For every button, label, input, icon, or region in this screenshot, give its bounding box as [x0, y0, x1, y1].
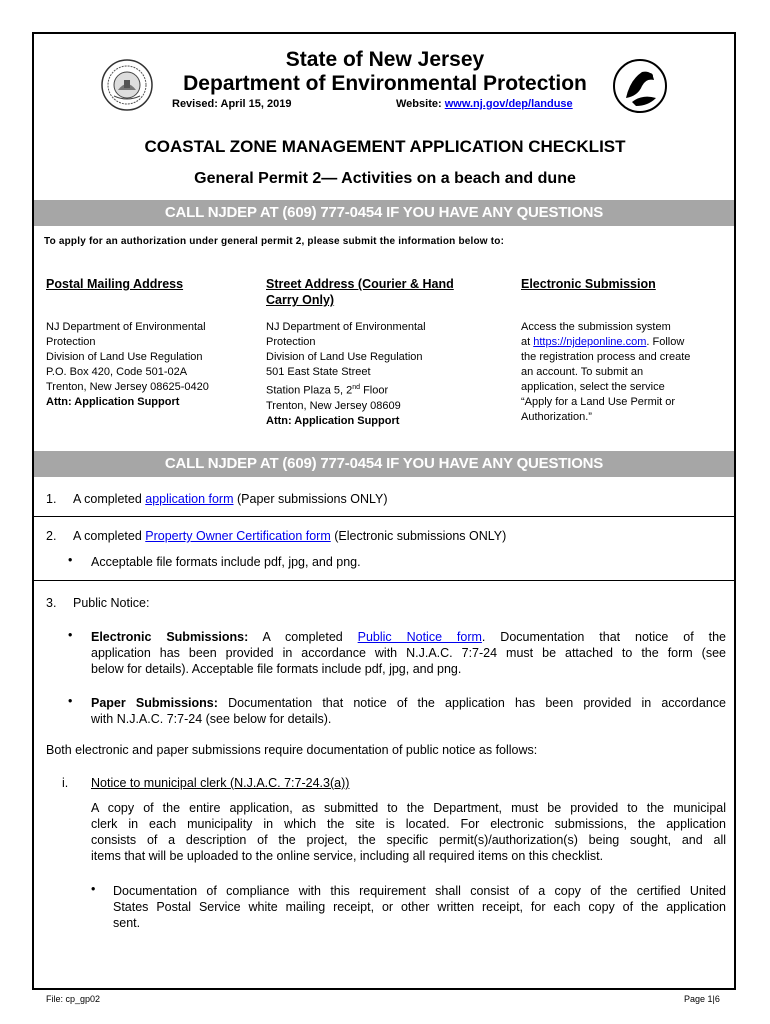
address-line: Protection [46, 336, 96, 348]
electronic-line: “Apply for a Land Use Permit or [521, 396, 676, 408]
address-line: Protection [266, 336, 316, 348]
website-line [396, 98, 573, 110]
public-notice-intro: Both electronic and paper submissions require documentation of public notice as follows: [46, 743, 538, 757]
revised-date: Revised: April 15, 2019 [172, 98, 292, 110]
divider [34, 516, 734, 517]
electronic-submissions-label: Electronic Submissions: [91, 630, 249, 644]
address-line: Division of Land Use Regulation [266, 351, 423, 363]
divider [34, 580, 734, 581]
bullet-icon: • [68, 628, 73, 642]
para-text: A completed [248, 630, 358, 644]
address-line: Trenton, New Jersey 08609 [266, 399, 401, 412]
electronic-line: Authorization.” [521, 411, 592, 423]
questions-banner-bottom: CALL NJDEP AT (609) 777-0454 IF YOU HAVE ANY QUESTIONS [34, 451, 734, 477]
subitem-i-number: i. [62, 776, 69, 790]
para-line: consists of a description of the project, the specific permit(s)/authorization(s) being sought, and all [91, 833, 726, 847]
electronic-line: an account. To submit an [521, 366, 644, 378]
header-department: Department of Environmental Protection [183, 72, 587, 95]
para-line: clerk in each municipality in which the site is located. For electronic submissions, the application [91, 817, 726, 831]
bullet-icon: • [91, 882, 96, 896]
electronic-at: at [521, 336, 534, 348]
questions-banner-top: CALL NJDEP AT (609) 777-0454 IF YOU HAVE ANY QUESTIONS [34, 200, 734, 226]
item-2-text [73, 528, 506, 544]
station-floor: Floor [360, 384, 389, 397]
station-text: Station Plaza 5, 2 [266, 384, 353, 397]
website-link[interactable]: www.nj.gov/dep/landuse [444, 98, 573, 110]
item-2-post: (Electronic submissions ONLY) [330, 529, 507, 543]
para-line: Documentation of compliance with this requirement shall consist of a copy of the certified United [113, 884, 726, 898]
address-attn: Attn: Application Support [46, 396, 180, 408]
address-line-station [266, 380, 426, 399]
bullet-icon: • [68, 694, 73, 708]
street-heading-line2: Carry Only) [266, 293, 335, 307]
item-2-pre: A completed [73, 529, 146, 543]
bullet-icon: • [68, 553, 73, 567]
para-text: . Documentation that notice of the [481, 630, 726, 644]
document-subtitle: General Permit 2— Activities on a beach and dune [194, 170, 576, 187]
application-form-link[interactable]: application form [145, 492, 234, 506]
footer-page: Page 1|6 [684, 994, 720, 1004]
station-sup: nd [352, 384, 361, 391]
municipal-clerk-paragraph [91, 800, 726, 864]
para-line: application has been provided in accordance with N.J.A.C. 7:7-24 must be attached to the form (see [91, 646, 726, 660]
address-line: 501 East State Street [266, 366, 371, 378]
footer-file: File: cp_gp02 [46, 994, 101, 1004]
subitem-i-title: Notice to municipal clerk (N.J.A.C. 7:7-24.3(a)) [91, 776, 350, 790]
electronic-submissions-paragraph [91, 629, 726, 677]
para-line: with N.J.A.C. 7:7-24 (see below for details). [91, 712, 332, 726]
para-line [91, 629, 726, 645]
address-line: NJ Department of Environmental [266, 321, 426, 333]
apply-instructions: To apply for an authorization under general permit 2, please submit the information below to: [44, 236, 505, 247]
item-1-post: (Paper submissions ONLY) [233, 492, 388, 506]
electronic-follow: . Follow [646, 336, 685, 348]
paper-submissions-label: Paper Submissions: [91, 696, 218, 710]
header-state: State of New Jersey [285, 48, 485, 71]
item-2-bullet: Acceptable file formats include pdf, jpg, and png. [91, 555, 361, 569]
para-line: sent. [113, 916, 141, 930]
para-text: Documentation that notice of the application has been provided in accordance [217, 696, 726, 710]
item-1-pre: A completed [73, 492, 146, 506]
website-label: Website: [396, 98, 442, 110]
address-line: Trenton, New Jersey 08625-0420 [46, 381, 209, 393]
postal-address [46, 320, 209, 410]
address-line: P.O. Box 420, Code 501-02A [46, 366, 188, 378]
address-line: Division of Land Use Regulation [46, 351, 203, 363]
para-line [91, 695, 726, 711]
item-3-label: Public Notice: [73, 596, 150, 610]
electronic-line: Access the submission system [521, 321, 671, 333]
para-line: items that will be uploaded to the online service, including all required items on this checklist. [91, 849, 604, 863]
compliance-paragraph [113, 883, 726, 931]
street-heading-line1: Street Address (Courier & Hand [266, 277, 454, 291]
para-line: States Postal Service white mailing receipt, or other written receipt, for each copy of the application [113, 900, 726, 914]
njdeponline-link[interactable]: https://njdeponline.com [533, 336, 647, 348]
document-title: COASTAL ZONE MANAGEMENT APPLICATION CHECKLIST [144, 137, 626, 156]
item-3-number: 3. [46, 596, 57, 610]
paper-submissions-paragraph [91, 695, 726, 727]
item-2-number: 2. [46, 529, 57, 543]
property-owner-certification-link[interactable]: Property Owner Certification form [145, 529, 331, 543]
item-1-text [73, 491, 388, 507]
electronic-line: application, select the service [521, 381, 665, 393]
address-attn: Attn: Application Support [266, 414, 400, 427]
para-line: below for details). Acceptable file formats include pdf, jpg, and png. [91, 662, 462, 676]
public-notice-form-link[interactable]: Public Notice form [357, 630, 482, 644]
item-1-number: 1. [46, 492, 57, 506]
address-line: NJ Department of Environmental [46, 321, 206, 333]
electronic-line: the registration process and create [521, 351, 691, 363]
electronic-heading: Electronic Submission [521, 277, 656, 291]
postal-heading: Postal Mailing Address [46, 277, 184, 291]
electronic-line-link [521, 335, 690, 350]
para-line: A copy of the entire application, as submitted to the Department, must be provided to the municipal [91, 801, 726, 815]
electronic-submission-info [521, 320, 690, 425]
street-address [266, 320, 426, 429]
